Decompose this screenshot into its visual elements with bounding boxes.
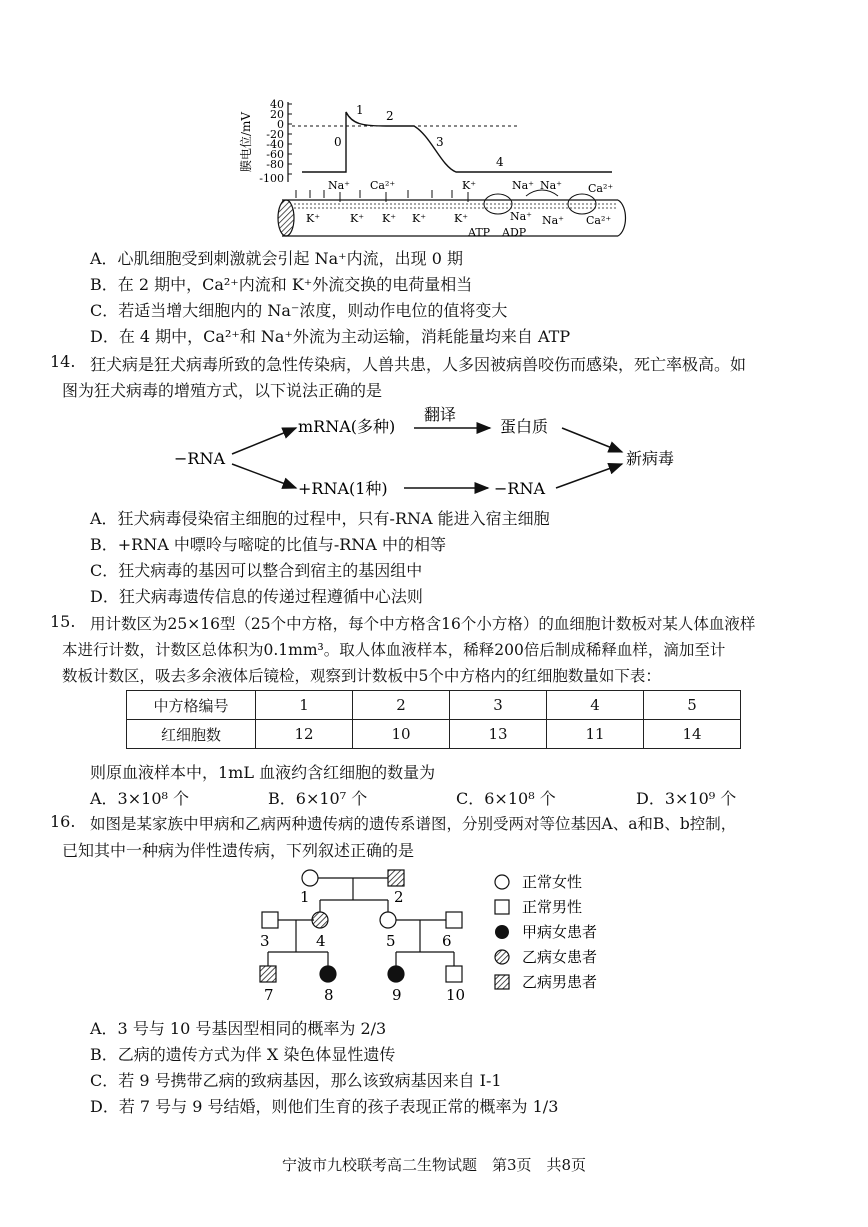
- q14-stem: 图为狂犬病毒的增殖方式，以下说法正确的是: [62, 381, 383, 400]
- ion-label: Na⁺: [542, 214, 564, 227]
- pedigree-chart: [250, 862, 630, 1010]
- legend-label: 正常女性: [522, 873, 583, 891]
- table-cell: 13: [450, 720, 547, 749]
- diagram-start: −RNA: [174, 449, 226, 468]
- individual-10-normal-male: [446, 966, 462, 982]
- legend-normal-male-icon: [495, 900, 509, 914]
- table-cell: 11: [547, 720, 644, 749]
- q14-option-a: A．狂犬病毒侵染宿主细胞的过程中，只有-RNA 能进入宿主细胞: [90, 509, 550, 528]
- table-cell: 1: [256, 691, 353, 720]
- individual-2-b-affected-male: [388, 870, 404, 886]
- individual-8-a-affected-female: [320, 966, 336, 982]
- ion-label: Na⁺: [510, 210, 532, 223]
- ion-label: K⁺: [462, 179, 477, 192]
- q13-option-c: C．若适当增大细胞内的 Na⁻浓度，则动作电位的值将变大: [90, 301, 508, 320]
- individual-3-normal-male: [262, 912, 278, 928]
- q13-option-a: A．心肌细胞受到刺激就会引起 Na⁺内流，出现 0 期: [90, 249, 463, 268]
- y-tick: -20: [266, 128, 284, 141]
- diagram-translate: 翻译: [424, 405, 457, 424]
- q15-stem: 用计数区为25×16型（25个中方格，每个中方格含16个小方格）的血细胞计数板对某人体血液样: [90, 615, 756, 633]
- y-tick: 20: [270, 108, 284, 121]
- pedigree-number: 6: [442, 932, 452, 950]
- y-tick: 0: [277, 118, 284, 131]
- legend-label: 甲病女患者: [522, 923, 598, 941]
- individual-9-a-affected-female: [388, 966, 404, 982]
- q15-number: 15.: [50, 612, 76, 631]
- q14-number: 14.: [50, 352, 76, 371]
- diagram-lower: +RNA(1种): [298, 479, 388, 498]
- table-row: [127, 691, 741, 720]
- ion-label: Ca²⁺: [370, 179, 396, 192]
- q16-option-b: B．乙病的遗传方式为伴 X 染色体显性遗传: [90, 1045, 396, 1064]
- q16-option-a: A．3 号与 10 号基因型相同的概率为 2/3: [90, 1019, 387, 1038]
- ion-label: ADP: [502, 226, 527, 239]
- phase-label: 4: [496, 155, 504, 169]
- membrane-potential-figure: [236, 96, 628, 244]
- rbc-count-table: [126, 690, 741, 749]
- table-cell: 3: [450, 691, 547, 720]
- legend-b-female-icon: [495, 950, 509, 964]
- y-tick: 40: [270, 98, 284, 111]
- q13-option-b: B．在 2 期中，Ca²⁺内流和 K⁺外流交换的电荷量相当: [90, 275, 473, 294]
- ion-label: Na⁺: [512, 179, 534, 192]
- table-cell: 2: [353, 691, 450, 720]
- q14-option-b: B．+RNA 中嘌呤与嘧啶的比值与-RNA 中的相等: [90, 535, 446, 554]
- q15-stem: 数板计数区，吸去多余液体后镜检，观察到计数板中5个中方格内的红细胞数量如下表：: [62, 667, 661, 685]
- page-footer: 宁波市九校联考高二生物试题 第3页 共8页: [281, 1156, 587, 1174]
- legend-normal-female-icon: [495, 875, 509, 889]
- legend-a-female-icon: [495, 925, 509, 939]
- y-tick: -100: [259, 172, 284, 185]
- legend-b-male-icon: [495, 975, 509, 989]
- legend-label: 正常男性: [522, 898, 583, 916]
- table-header-cell: 中方格编号: [127, 691, 256, 720]
- y-tick: -80: [266, 158, 284, 171]
- pedigree-number: 7: [264, 986, 274, 1004]
- pedigree-number: 2: [394, 888, 404, 906]
- ion-label: K⁺: [306, 212, 321, 225]
- pedigree-number: 4: [316, 932, 326, 950]
- q14-stem: 狂犬病是狂犬病毒所致的急性传染病，人兽共患，人多因被病兽咬伤而感染，死亡率极高。如: [90, 355, 747, 374]
- ion-label: K⁺: [412, 212, 427, 225]
- cell-end-hatched: [278, 200, 294, 236]
- table-cell: 12: [256, 720, 353, 749]
- ion-label: Na⁺: [328, 179, 350, 192]
- q16-stem: 如图是某家族中甲病和乙病两种遗传病的遗传系谱图，分别受两对等位基因A、a和B、b控制，: [90, 815, 737, 833]
- ion-label: K⁺: [350, 212, 365, 225]
- individual-6-normal-male: [446, 912, 462, 928]
- pedigree-number: 10: [446, 986, 466, 1004]
- q16-option-c: C．若 9 号携带乙病的致病基因，那么该致病基因来自 I-1: [90, 1071, 502, 1090]
- q14-option-c: C．狂犬病毒的基因可以整合到宿主的基因组中: [90, 561, 423, 580]
- legend-label: 乙病女患者: [522, 948, 598, 966]
- ion-label: Ca²⁺: [588, 182, 614, 195]
- phase-label: 1: [356, 103, 364, 117]
- q15-option-c: C．6×10⁸ 个: [456, 789, 556, 808]
- q15-question: 则原血液样本中，1mL 血液约含红细胞的数量为: [90, 763, 436, 782]
- y-axis-label: 膜电位/mV: [239, 111, 253, 173]
- pedigree-number: 8: [324, 986, 334, 1004]
- table-cell: 4: [547, 691, 644, 720]
- individual-7-b-affected-male: [260, 966, 276, 982]
- table-header-cell: 红细胞数: [127, 720, 256, 749]
- pedigree-number: 3: [260, 932, 270, 950]
- phase-label: 0: [334, 135, 342, 149]
- q16-option-d: D．若 7 号与 9 号结婚，则他们生育的孩子表现正常的概率为 1/3: [90, 1097, 559, 1116]
- table-row: [127, 720, 741, 749]
- table-cell: 14: [644, 720, 741, 749]
- q15-stem: 本进行计数，计数区总体积为0.1mm³。取人体血液样本，稀释200倍后制成稀释血样，滴加至计: [62, 641, 726, 659]
- ion-label: ATP: [468, 226, 491, 239]
- ion-label: Ca²⁺: [586, 214, 612, 227]
- diagram-protein: 蛋白质: [500, 417, 549, 436]
- pedigree-number: 1: [300, 888, 310, 906]
- ion-label: K⁺: [454, 212, 469, 225]
- phase-label: 2: [386, 109, 394, 123]
- q16-number: 16.: [50, 812, 76, 831]
- q16-stem: 已知其中一种病为伴性遗传病，下列叙述正确的是: [62, 841, 415, 860]
- y-tick: -40: [266, 138, 284, 151]
- individual-4-b-affected-female: [312, 912, 328, 928]
- diagram-end: 新病毒: [626, 449, 675, 468]
- table-cell: 5: [644, 691, 741, 720]
- individual-5-normal-female: [380, 912, 396, 928]
- ion-label: Na⁺: [540, 179, 562, 192]
- rabies-replication-diagram: [170, 402, 700, 502]
- q15-option-d: D．3×10⁹ 个: [636, 789, 737, 808]
- ion-label: K⁺: [382, 212, 397, 225]
- action-potential-curve: [302, 112, 612, 172]
- phase-label: 3: [436, 135, 444, 149]
- q13-option-d: D．在 4 期中，Ca²⁺和 Na⁺外流为主动运输，消耗能量均来自 ATP: [90, 327, 571, 346]
- legend-label: 乙病男患者: [522, 973, 598, 991]
- pedigree-number: 5: [386, 932, 396, 950]
- q14-option-d: D．狂犬病毒遗传信息的传递过程遵循中心法则: [90, 587, 423, 606]
- diagram-lower-right: −RNA: [494, 479, 546, 498]
- diagram-upper: mRNA(多种): [298, 417, 396, 436]
- y-tick: -60: [266, 148, 284, 161]
- q15-option-b: B．6×10⁷ 个: [268, 789, 368, 808]
- table-cell: 10: [353, 720, 450, 749]
- pedigree-number: 9: [392, 986, 402, 1004]
- individual-1-normal-female: [302, 870, 318, 886]
- q15-option-a: A．3×10⁸ 个: [90, 789, 190, 808]
